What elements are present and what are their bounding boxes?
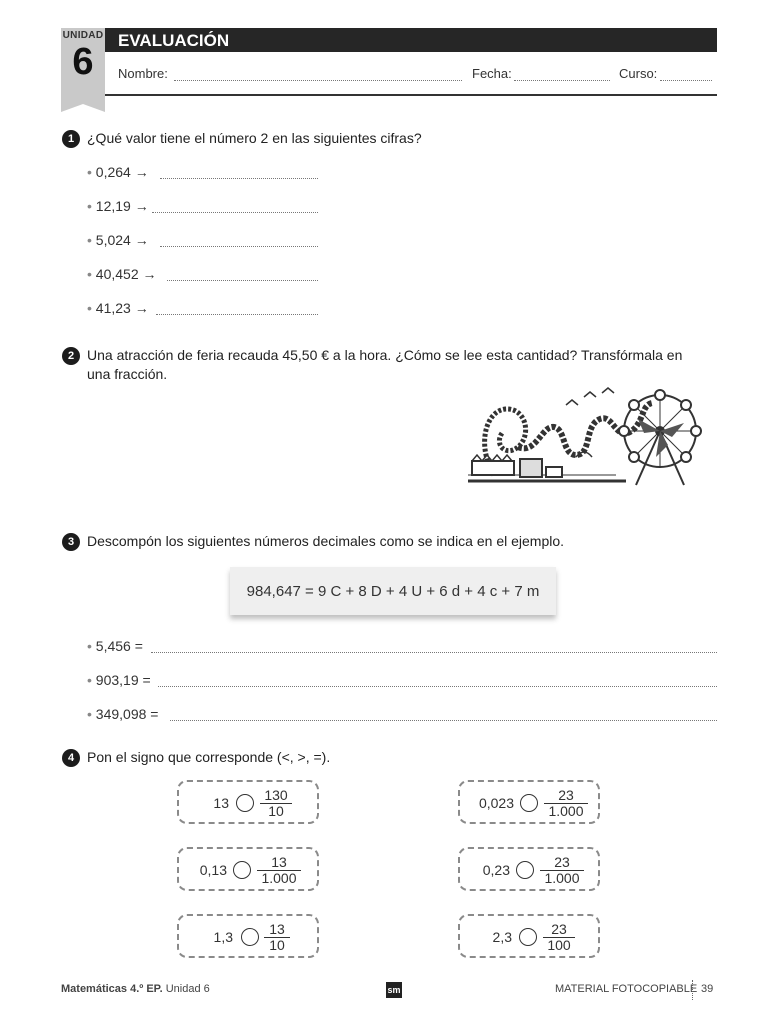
fraction: $\frac{23}{1.000}$ bbox=[544, 788, 588, 819]
q3-item: • 903,19 = bbox=[87, 672, 151, 688]
fairground-illustration bbox=[466, 385, 712, 490]
q1-item: • 5,024 → bbox=[87, 232, 149, 248]
question-4-text: Pon el signo que corresponde (<, >, =). bbox=[87, 749, 331, 765]
q3-item: • 349,098 = bbox=[87, 706, 159, 722]
comparison-left: 0,23 bbox=[482, 862, 510, 878]
unit-label: UNIDAD bbox=[62, 30, 104, 41]
curso-field[interactable] bbox=[660, 80, 712, 81]
q3-answer-line[interactable] bbox=[158, 686, 717, 687]
fraction: $\frac{130}{10}$ bbox=[260, 788, 292, 819]
sign-circle[interactable] bbox=[519, 928, 537, 946]
question-2-text-line1: Una atracción de feria recauda 45,50 € a la hora. ¿Cómo se lee esta cantidad? Transfórmala en bbox=[87, 347, 683, 363]
footer-divider bbox=[692, 980, 693, 1000]
question-2-text-line2: una fracción. bbox=[87, 366, 168, 382]
footer-material: MATERIAL FOTOCOPIABLE bbox=[555, 983, 698, 995]
fraction: $\frac{23}{1.000}$ bbox=[540, 855, 584, 886]
question-2-number: 2 bbox=[62, 347, 80, 365]
sign-circle[interactable] bbox=[520, 794, 538, 812]
q1-item: • 40,452 → bbox=[87, 266, 157, 282]
sign-circle[interactable] bbox=[233, 861, 251, 879]
question-1-number: 1 bbox=[62, 130, 80, 148]
curso-label: Curso: bbox=[619, 66, 658, 81]
example-text: 984,647 = 9 C + 8 D + 4 U + 6 d + 4 c + 7 m bbox=[246, 583, 540, 600]
q3-answer-line[interactable] bbox=[170, 720, 717, 721]
q3-item: • 5,456 = bbox=[87, 638, 143, 654]
unit-number: 6 bbox=[72, 41, 94, 83]
sign-circle[interactable] bbox=[236, 794, 254, 812]
nombre-field[interactable] bbox=[174, 80, 462, 81]
comparison-left: 0,13 bbox=[199, 862, 227, 878]
footer-book: Matemáticas 4.º EP. Unidad 6 bbox=[61, 983, 210, 995]
question-3-text: Descompón los siguientes números decimales como se indica en el ejemplo. bbox=[87, 533, 565, 549]
fecha-field[interactable] bbox=[514, 80, 610, 81]
q1-item: • 0,264 → bbox=[87, 164, 149, 180]
comparison-left: 2,3 bbox=[492, 929, 512, 945]
q1-answer-line[interactable] bbox=[167, 280, 318, 281]
sign-circle[interactable] bbox=[241, 928, 259, 946]
sm-logo-icon: sm bbox=[386, 982, 402, 998]
q1-item: • 41,23 → bbox=[87, 300, 149, 316]
nombre-label: Nombre: bbox=[118, 66, 168, 81]
question-4-number: 4 bbox=[62, 749, 80, 767]
q3-answer-line[interactable] bbox=[151, 652, 717, 653]
q1-answer-line[interactable] bbox=[152, 212, 318, 213]
fraction: $\frac{13}{10}$ bbox=[264, 922, 290, 953]
question-3-number: 3 bbox=[62, 533, 80, 551]
fraction: $\frac{23}{100}$ bbox=[543, 922, 575, 953]
fecha-label: Fecha: bbox=[472, 66, 512, 81]
question-1-text: ¿Qué valor tiene el número 2 en las siguientes cifras? bbox=[87, 130, 422, 146]
page-number: 39 bbox=[701, 983, 714, 995]
q1-answer-line[interactable] bbox=[160, 246, 318, 247]
comparison-left: 13 bbox=[213, 795, 229, 811]
header-rule bbox=[105, 94, 717, 96]
q1-answer-line[interactable] bbox=[156, 314, 318, 315]
sign-circle[interactable] bbox=[516, 861, 534, 879]
q1-answer-line[interactable] bbox=[160, 178, 318, 179]
page-title: EVALUACIÓN bbox=[118, 31, 230, 50]
comparison-left: 0,023 bbox=[478, 795, 514, 811]
q1-item: • 12,19 → bbox=[87, 198, 149, 214]
fraction: $\frac{13}{1.000}$ bbox=[257, 855, 301, 886]
comparison-left: 1,3 bbox=[213, 929, 233, 945]
